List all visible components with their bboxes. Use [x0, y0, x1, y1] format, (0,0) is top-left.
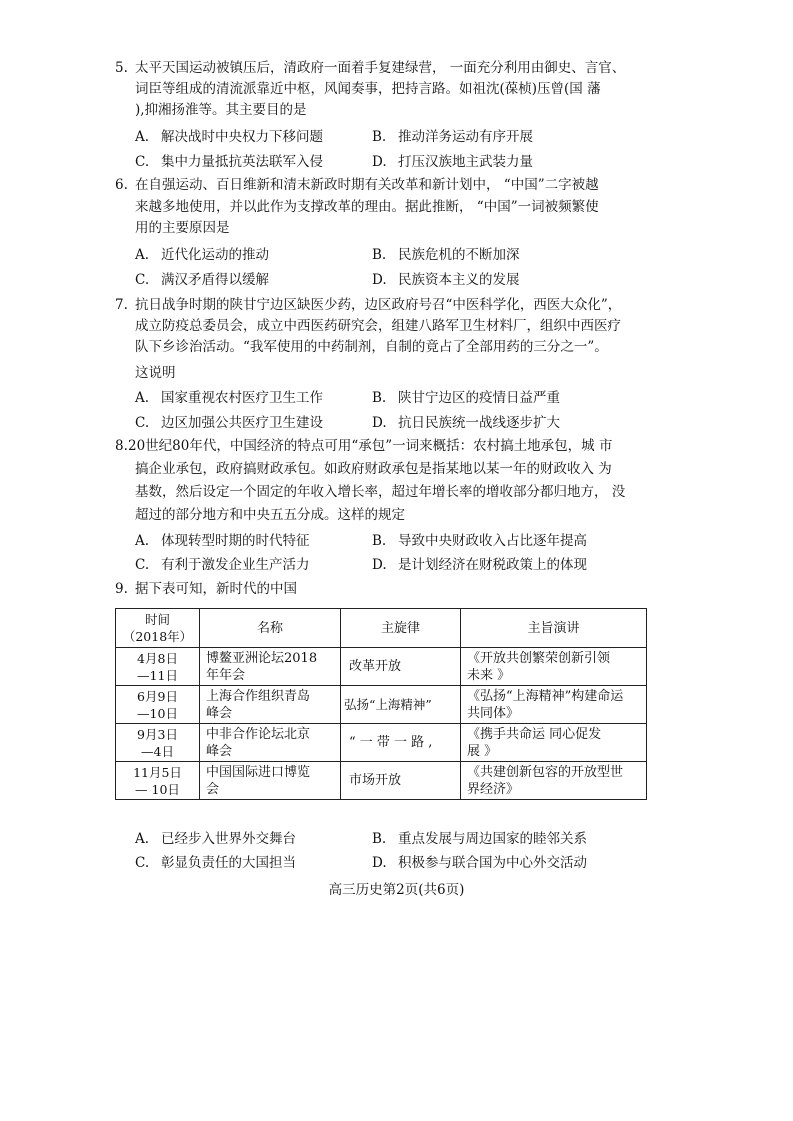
option-c[interactable]: C. 边区加强公共医疗卫生建设 [135, 415, 323, 431]
table-cell: 中国国际进口博览 会 [200, 762, 341, 800]
table-row [116, 724, 647, 762]
table-cell: 博鳌亚洲论坛2018 年年会 [200, 648, 341, 686]
table-cell: 弘扬“上海精神” [341, 686, 461, 724]
table-cell: 《弘扬“上海精神”构建命运 共同体》 [461, 686, 647, 724]
question-text-line: 基数，然后设定一个固定的年收入增长率，超过年增长率的增收部分都归地方， 没 [135, 484, 626, 500]
question-number: 7. [115, 297, 128, 313]
table-cell: 改革开放 [341, 648, 461, 686]
table-cell: 《开放共创繁荣创新引领 未来 》 [461, 648, 647, 686]
option-d[interactable]: D. 积极参与联合国为中心外交活动 [372, 855, 587, 871]
table-header-cell: 时间 （2018年） [116, 609, 200, 648]
table-header-row [116, 609, 647, 648]
option-a[interactable]: A. 近代化运动的推动 [135, 247, 269, 263]
question-text-line: 这说明 [135, 365, 176, 381]
option-a[interactable]: A. 体现转型时期的时代特征 [135, 533, 310, 549]
question-number: 9. [115, 581, 128, 597]
question-text-line: 词臣等组成的清流派靠近中枢，风闻奏事，把持言路。如祖沈(葆桢)压曾(国 藩 [135, 81, 601, 97]
table-header-cell: 主旨演讲 [461, 609, 647, 648]
question-text-line: 成立防疫总委员会，成立中西医药研究会，组建八路军卫生材料厂，组织中西医疗 [135, 318, 621, 334]
question-text-line: 抗日战争时期的陕甘宁边区缺医少药，边区政府号召“中医科学化，西医大众化”， [135, 297, 622, 313]
question-text-line: ),抑湘扬淮等。其主要目的是 [135, 102, 307, 118]
option-c[interactable]: C. 有利于激发企业生产活力 [135, 557, 310, 573]
option-d[interactable]: D. 打压汉族地主武装力量 [372, 154, 533, 170]
option-d[interactable]: D. 民族资本主义的发展 [372, 272, 520, 288]
table-cell: “ 一 带 一 路 , [341, 724, 461, 762]
question-text-line: 用的主要原因是 [135, 220, 230, 236]
table-header-cell: 名称 [200, 609, 341, 648]
table-row [116, 648, 647, 686]
table-cell: 11月5日 — 10日 [116, 762, 200, 800]
table-cell: 中非合作论坛北京 峰会 [200, 724, 341, 762]
question-number: 5. [115, 60, 128, 76]
option-b[interactable]: B. 重点发展与周边国家的睦邻关系 [372, 831, 587, 847]
diplomacy-table [115, 608, 647, 800]
question-number: 6. [115, 177, 128, 193]
question-text-line: 在自强运动、百日维新和清末新政时期有关改革和新计划中， “中国”二字被越 [135, 177, 599, 193]
question-number: 8. [115, 438, 128, 454]
question-text-line: 搞企业承包，政府搞财政承包。如政府财政承包是指某地以某一年的财政收入 为 [135, 461, 612, 477]
question-text-line: 据下表可知，新时代的中国 [135, 581, 297, 597]
table-row [116, 762, 647, 800]
option-a[interactable]: A. 解决战时中央权力下移问题 [135, 129, 323, 145]
option-a[interactable]: A. 已经步入世界外交舞台 [135, 831, 296, 847]
table-cell: 《共建创新包容的开放型世 界经济》 [461, 762, 647, 800]
option-d[interactable]: D. 是计划经济在财税政策上的体现 [372, 557, 587, 573]
table-cell: 6月9日 —10日 [116, 686, 200, 724]
question-text-line: 来越多地使用，并以此作为支撑改革的理由。据此推断， “中国”一词被频繁使 [135, 199, 599, 215]
option-c[interactable]: C. 满汉矛盾得以缓解 [135, 272, 269, 288]
question-text-line: 队下乡诊治活动。“我军使用的中药制剂，自制的竟占了全部用药的三分之一”。 [135, 339, 608, 355]
option-c[interactable]: C. 集中力量抵抗英法联军入侵 [135, 154, 323, 170]
table-header-cell: 主旋律 [341, 609, 461, 648]
table-row [116, 686, 647, 724]
table-cell: 4月8日 —11日 [116, 648, 200, 686]
option-a[interactable]: A. 国家重视农村医疗卫生工作 [135, 390, 323, 406]
option-d[interactable]: D. 抗日民族统一战线逐步扩大 [372, 415, 560, 431]
option-c[interactable]: C. 彰显负责任的大国担当 [135, 855, 296, 871]
option-b[interactable]: B. 陕甘宁边区的疫情日益严重 [372, 390, 560, 406]
table-cell: 市场开放 [341, 762, 461, 800]
option-b[interactable]: B. 民族危机的不断加深 [372, 247, 520, 263]
table-cell: 9月3日 —4日 [116, 724, 200, 762]
page-footer: 高三历史第2页(共6页) [328, 882, 465, 898]
option-b[interactable]: B. 推动洋务运动有序开展 [372, 129, 533, 145]
question-text-line: 超过的部分地方和中央五五分成。这样的规定 [135, 507, 405, 523]
table-cell: 上海合作组织青岛 峰会 [200, 686, 341, 724]
table-cell: 《携手共命运 同心促发 展 》 [461, 724, 647, 762]
question-text-line: 太平天国运动被镇压后，清政府一面着手复建绿营， 一面充分利用由御史、言官、 [135, 60, 626, 76]
question-text-line: 20世纪80年代，中国经济的特点可用“承包”一词来概括：农村搞土地承包，城 市 [128, 438, 613, 454]
option-b[interactable]: B. 导致中央财政收入占比逐年提高 [372, 533, 587, 549]
